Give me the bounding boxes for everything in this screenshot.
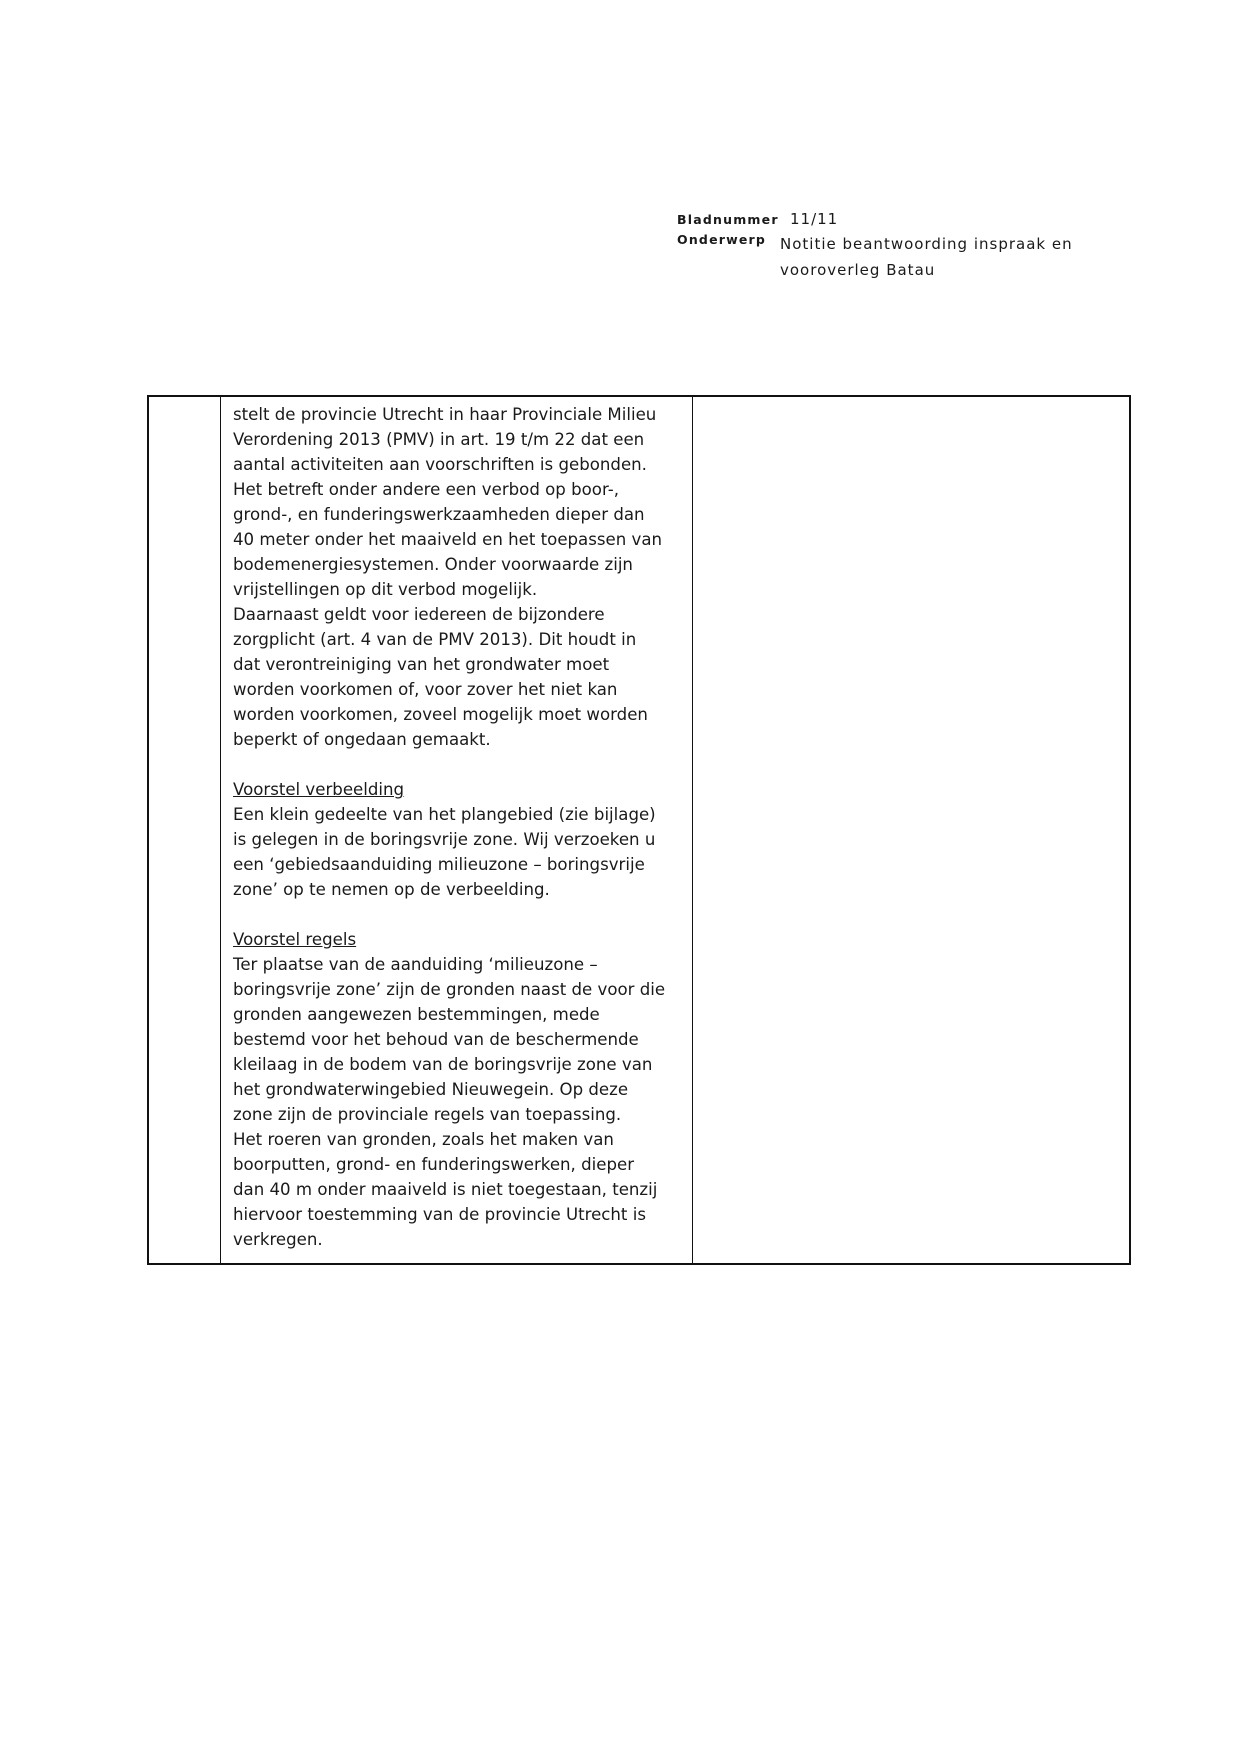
- page-header: [677, 209, 1080, 283]
- page-number-value: 11/11: [790, 210, 839, 228]
- table-comment-cell: [221, 397, 693, 1263]
- heading-voorstel-regels: Voorstel regels: [233, 930, 357, 949]
- response-table: [147, 395, 1131, 1265]
- page-number-row: [677, 209, 1080, 229]
- comment-paragraph: Een klein gedeelte van het plangebied (zie bijlage) is gelegen in de boringsvrije zone. Wij verzoeken u een ‘gebiedsaanduiding milieuzone – boringsvrije zone’ op te nemen op de verbeelding.: [233, 805, 656, 899]
- comment-paragraph: Ter plaatse van de aanduiding ‘milieuzone – boringsvrije zone’ zijn de gronden naast de voor die gronden aangewezen bestemmingen, mede bestemd voor het behoud van de beschermende kleilaag in de bodem van de boringsvrije zone van het grondwaterwingebied Nieuwegein. Op deze zone zijn de provinciale regels van toepassing. Het roeren van gronden, zoals het maken van boorputten, grond- en funderingswerken, dieper dan 40 m onder maaiveld is niet toegestaan, tenzij hiervoor toestemming van de provincie Utrecht is verkregen.: [233, 955, 666, 1249]
- comment-paragraph: stelt de provincie Utrecht in haar Provinciale Milieu Verordening 2013 (PMV) in art. 19 t/m 22 dat een aantal activiteiten aan voorschriften is gebonden. Het betreft onder andere een verbod op boor-, grond-, en funderingswerkzaamheden dieper dan 40 meter onder het maaiveld en het toepassen van bodemenergiesystemen. Onder voorwaarde zijn vrijstellingen op dit verbod mogelijk. Daarnaast geldt voor iedereen de bijzondere zorgplicht (art. 4 van de PMV 2013). Dit houdt in dat verontreiniging van het grondwater moet worden voorkomen of, voor zover het niet kan worden voorkomen, zoveel mogelijk moet worden beperkt of ongedaan gemaakt.: [233, 405, 663, 749]
- table-number-cell: [149, 397, 221, 1263]
- subject-label: Onderwerp: [677, 232, 767, 247]
- table-response-cell: [693, 397, 1129, 1263]
- subject-value: Notitie beantwoording inspraak en vooroverleg Batau: [780, 235, 1073, 279]
- subject-row: [677, 229, 1080, 283]
- heading-voorstel-verbeelding: Voorstel verbeelding: [233, 780, 405, 799]
- page-number-label: Bladnummer: [677, 212, 779, 227]
